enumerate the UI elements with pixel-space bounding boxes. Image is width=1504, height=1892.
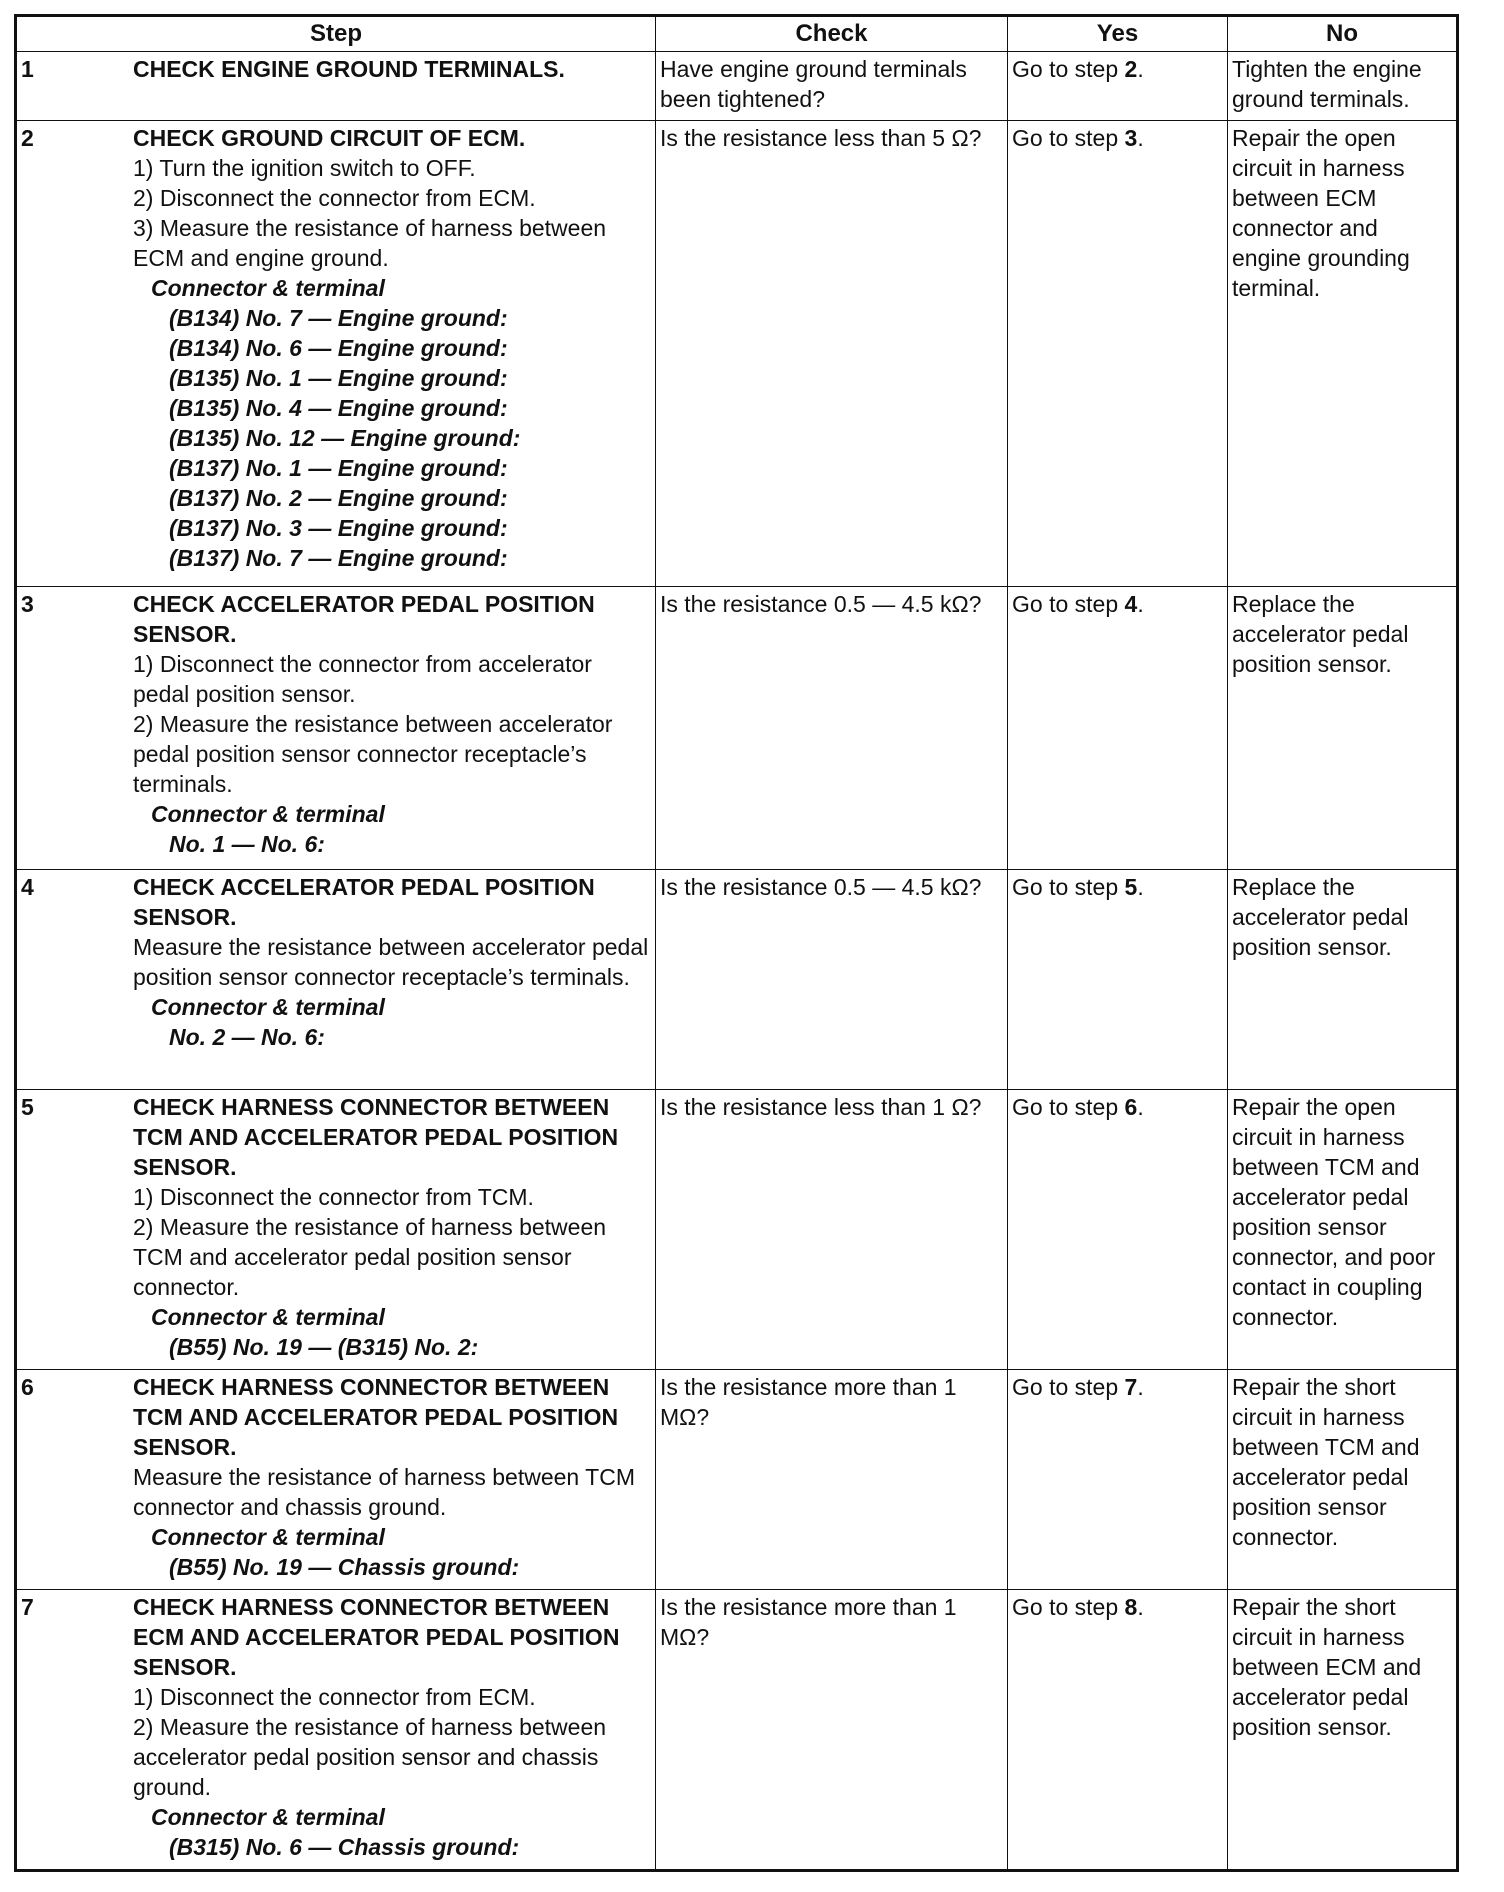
connector-terminal-spec: (B55) No. 19 — (B315) No. 2: — [169, 1333, 479, 1360]
step-instruction: 1) Disconnect the connector from ECM. — [133, 1684, 536, 1711]
step-title: CHECK HARNESS CONNECTOR BETWEEN ECM AND ACCELERATOR PEDAL POSITION SENSOR. — [133, 1594, 620, 1681]
yes-cell — [1008, 1370, 1228, 1590]
step-cell — [16, 120, 656, 586]
connector-terminal-spec: (B135) No. 12 — Engine ground: — [169, 424, 521, 451]
check-cell — [656, 869, 1008, 1089]
connector-terminal-spec: (B135) No. 4 — Engine ground: — [169, 394, 508, 421]
connector-terminal-spec: (B135) No. 1 — Engine ground: — [169, 364, 508, 391]
connector-terminal-spec: (B137) No. 3 — Engine ground: — [169, 514, 508, 541]
step-instruction: 2) Measure the resistance of harness between accelerator pedal position sensor and chassis ground. — [133, 1714, 607, 1801]
check-question: Is the resistance less than 5 Ω? — [660, 124, 982, 151]
yes-step-number: 3 — [1124, 124, 1138, 151]
no-cell — [1228, 1089, 1458, 1370]
step-cell — [16, 1089, 656, 1370]
step-number: 2 — [21, 124, 34, 151]
step-instruction: 1) Disconnect the connector from accelerator pedal position sensor. — [133, 650, 592, 707]
table-row — [16, 1370, 1458, 1590]
yes-prefix: Go to step — [1012, 56, 1125, 82]
connector-terminal-label: Connector & terminal — [151, 993, 385, 1020]
connector-terminal-spec: (B137) No. 1 — Engine ground: — [169, 454, 508, 481]
no-cell — [1228, 1590, 1458, 1871]
header-check: Check — [656, 16, 1008, 52]
no-cell — [1228, 1370, 1458, 1590]
connector-terminal-spec: No. 1 — No. 6: — [169, 830, 325, 857]
yes-cell — [1008, 52, 1228, 121]
no-cell — [1228, 586, 1458, 869]
yes-cell — [1008, 869, 1228, 1089]
connector-terminal-spec: (B137) No. 2 — Engine ground: — [169, 484, 508, 511]
yes-prefix: Go to step — [1012, 1093, 1125, 1120]
yes-prefix: Go to step — [1012, 1374, 1125, 1401]
check-cell — [656, 120, 1008, 586]
step-instruction: 1) Disconnect the connector from TCM. — [133, 1183, 534, 1210]
step-instruction: 2) Measure the resistance between accelerator pedal position sensor connector receptacle’s terminals. — [133, 710, 613, 797]
step-title: CHECK HARNESS CONNECTOR BETWEEN TCM AND ACCELERATOR PEDAL POSITION SENSOR. — [133, 1374, 619, 1461]
table-row — [16, 120, 1458, 586]
table-row — [16, 1590, 1458, 1871]
yes-cell — [1008, 1089, 1228, 1370]
check-cell — [656, 1370, 1008, 1590]
connector-terminal-spec: (B137) No. 7 — Engine ground: — [169, 544, 508, 571]
yes-suffix: . — [1137, 1093, 1144, 1120]
yes-suffix: . — [1137, 56, 1144, 82]
yes-cell — [1008, 586, 1228, 869]
yes-prefix: Go to step — [1012, 873, 1125, 900]
check-question: Have engine ground terminals been tightened? — [660, 56, 967, 112]
yes-step-number: 7 — [1124, 1374, 1138, 1401]
no-action: Repair the short circuit in harness between ECM and accelerator pedal position sensor. — [1232, 1594, 1422, 1741]
header-yes: Yes — [1008, 16, 1228, 52]
header-step: Step — [16, 16, 656, 52]
check-question: Is the resistance less than 1 Ω? — [660, 1093, 982, 1120]
connector-terminal-label: Connector & terminal — [151, 1524, 385, 1551]
yes-step-number: 5 — [1124, 873, 1138, 900]
yes-suffix: . — [1137, 1374, 1144, 1401]
table-row — [16, 869, 1458, 1089]
no-cell — [1228, 120, 1458, 586]
table-row — [16, 1089, 1458, 1370]
step-cell — [16, 869, 656, 1089]
step-cell — [16, 1370, 656, 1590]
header-no: No — [1228, 16, 1458, 52]
step-number: 1 — [21, 56, 34, 82]
yes-prefix: Go to step — [1012, 124, 1125, 151]
step-number: 4 — [21, 873, 34, 900]
connector-terminal-label: Connector & terminal — [151, 800, 385, 827]
table-row — [16, 52, 1458, 121]
yes-cell — [1008, 120, 1228, 586]
connector-terminal-label: Connector & terminal — [151, 1804, 385, 1831]
step-instruction: 3) Measure the resistance of harness between ECM and engine ground. — [133, 214, 607, 271]
step-instruction: Measure the resistance between accelerator pedal position sensor connector receptacle’s terminals. — [133, 933, 649, 990]
connector-terminal-spec: (B55) No. 19 — Chassis ground: — [169, 1554, 520, 1581]
yes-cell — [1008, 1590, 1228, 1871]
yes-step-number: 8 — [1124, 1594, 1138, 1621]
connector-terminal-spec: (B315) No. 6 — Chassis ground: — [169, 1834, 520, 1861]
table-row — [16, 586, 1458, 869]
yes-step-number: 6 — [1124, 1093, 1138, 1120]
step-cell — [16, 52, 656, 121]
step-number: 5 — [21, 1093, 34, 1120]
yes-prefix: Go to step — [1012, 590, 1125, 617]
yes-step-number: 2 — [1124, 56, 1138, 82]
step-instruction: 2) Measure the resistance of harness between TCM and accelerator pedal position sensor connector. — [133, 1213, 607, 1300]
check-cell — [656, 1089, 1008, 1370]
step-title: CHECK ACCELERATOR PEDAL POSITION SENSOR. — [133, 873, 595, 930]
yes-suffix: . — [1137, 590, 1144, 617]
yes-step-number: 4 — [1124, 590, 1138, 617]
connector-terminal-label: Connector & terminal — [151, 1303, 385, 1330]
step-instruction: Measure the resistance of harness between TCM connector and chassis ground. — [133, 1464, 635, 1521]
step-cell — [16, 586, 656, 869]
no-action: Replace the accelerator pedal position sensor. — [1232, 590, 1409, 677]
check-cell — [656, 52, 1008, 121]
no-action: Replace the accelerator pedal position sensor. — [1232, 873, 1409, 960]
step-cell — [16, 1590, 656, 1871]
connector-terminal-label: Connector & terminal — [151, 274, 385, 301]
step-title: CHECK HARNESS CONNECTOR BETWEEN TCM AND ACCELERATOR PEDAL POSITION SENSOR. — [133, 1093, 619, 1180]
check-question: Is the resistance 0.5 — 4.5 kΩ? — [660, 873, 982, 900]
check-cell — [656, 1590, 1008, 1871]
connector-terminal-spec: (B134) No. 6 — Engine ground: — [169, 334, 508, 361]
check-cell — [656, 586, 1008, 869]
step-number: 7 — [21, 1594, 34, 1621]
step-title: CHECK ACCELERATOR PEDAL POSITION SENSOR. — [133, 590, 595, 647]
yes-suffix: . — [1137, 873, 1144, 900]
check-question: Is the resistance more than 1 MΩ? — [660, 1594, 957, 1651]
no-action: Repair the short circuit in harness between TCM and accelerator pedal position sensor connector. — [1232, 1374, 1420, 1551]
step-number: 6 — [21, 1374, 34, 1401]
no-action: Repair the open circuit in harness between TCM and accelerator pedal position sensor connector, and poor contact in coupling connector. — [1232, 1093, 1436, 1330]
header-row — [16, 16, 1458, 52]
connector-terminal-spec: No. 2 — No. 6: — [169, 1023, 325, 1050]
check-question: Is the resistance 0.5 — 4.5 kΩ? — [660, 590, 982, 617]
table-body — [16, 52, 1458, 1871]
check-question: Is the resistance more than 1 MΩ? — [660, 1374, 957, 1431]
step-title: CHECK ENGINE GROUND TERMINALS. — [133, 56, 565, 82]
no-cell — [1228, 869, 1458, 1089]
yes-suffix: . — [1137, 1594, 1144, 1621]
no-action: Tighten the engine ground terminals. — [1232, 56, 1422, 112]
step-instruction: 1) Turn the ignition switch to OFF. — [133, 154, 476, 181]
no-action: Repair the open circuit in harness between ECM connector and engine grounding terminal. — [1232, 124, 1410, 301]
no-cell — [1228, 52, 1458, 121]
step-instruction: 2) Disconnect the connector from ECM. — [133, 184, 536, 211]
diagnostic-table — [14, 14, 1459, 1872]
yes-suffix: . — [1137, 124, 1144, 151]
step-number: 3 — [21, 590, 34, 617]
yes-prefix: Go to step — [1012, 1594, 1125, 1621]
connector-terminal-spec: (B134) No. 7 — Engine ground: — [169, 304, 508, 331]
step-title: CHECK GROUND CIRCUIT OF ECM. — [133, 124, 526, 151]
